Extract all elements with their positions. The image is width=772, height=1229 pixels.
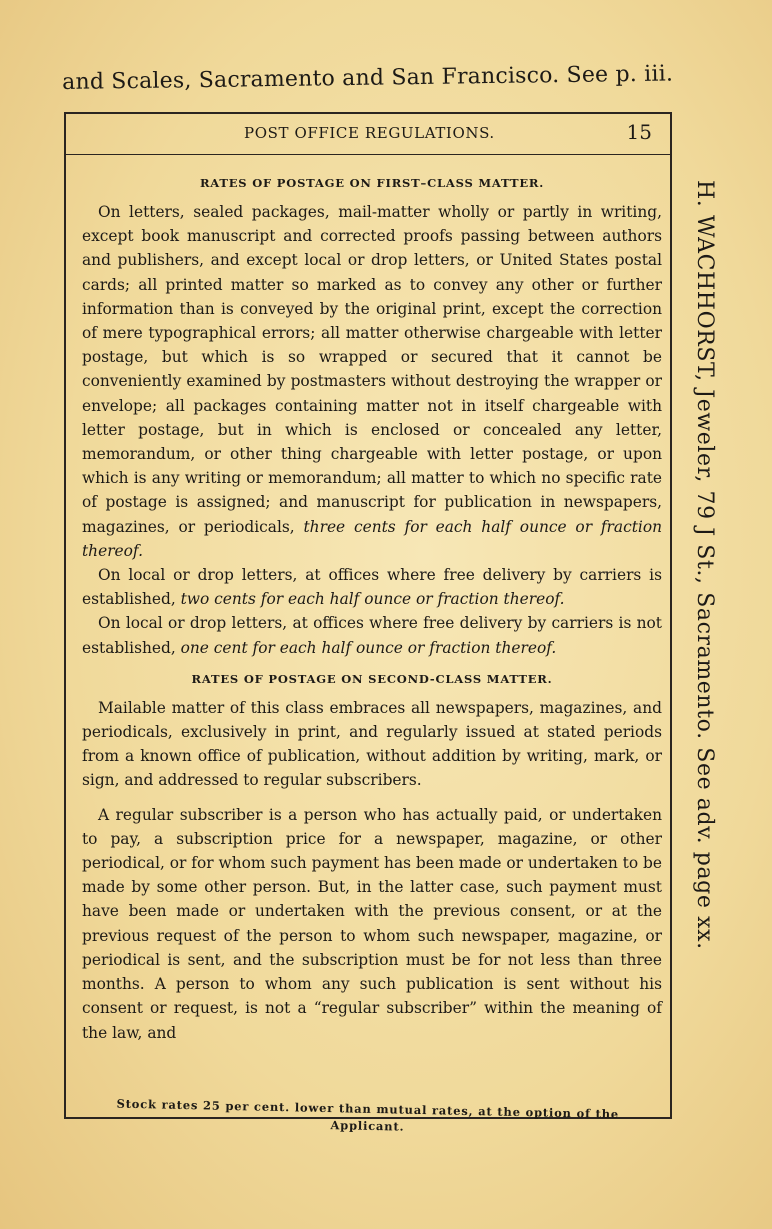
spacer bbox=[82, 793, 662, 803]
footer-advertisement: Stock rates 25 per cent. lower than mutual rates, at the option of the Applicant. bbox=[116, 1096, 620, 1134]
paragraph-drop-letters-delivery bbox=[82, 563, 662, 611]
section-heading-first-class: RATES OF POSTAGE ON FIRST–CLASS MATTER. bbox=[199, 176, 545, 190]
paragraph-text: On local or drop letters, at offices where free delivery by carriers is not established, bbox=[82, 614, 662, 657]
rate-text: one cent for each half ounce or fraction thereof. bbox=[180, 638, 557, 657]
paragraph-first-class-letters bbox=[82, 200, 662, 563]
rate-text: two cents for each half ounce or fraction thereof. bbox=[180, 590, 565, 609]
paragraph-second-class-matter: Mailable matter of this class embraces all newspapers, magazines, and periodicals, exclusively in print, and regularly issued at stated periods from a known office of publication, without addition by writing, mark, or sign, and addressed to regular subscribers. bbox=[82, 698, 662, 790]
paragraph-text: On local or drop letters, at offices where free delivery by carriers is established, bbox=[82, 566, 662, 609]
page-number: 15 bbox=[626, 120, 652, 144]
side-advertisement bbox=[692, 180, 732, 1050]
rate-text: three cents for each half ounce or fraction thereof. bbox=[82, 517, 662, 560]
spacer bbox=[82, 660, 662, 672]
paragraph-regular-subscriber: A regular subscriber is a person who has actually paid, or undertaken to pay, a subscription price for a newspaper, magazine, or other periodical, or for whom such payment has been made or undertaken to be made by some other person. But, in the latter case, such payment must have been made or undertaken with the previous consent, or at the previous request of the person to whom such newspaper, magazine, or periodical is sent, and the subscription must be for not less than three months. A person to whom any such publication is sent without his consent or request, is not a “regular subscriber” within the meaning of the law, and bbox=[82, 805, 662, 1042]
paragraph-drop-letters-no-delivery bbox=[82, 611, 662, 659]
page-frame bbox=[64, 112, 672, 1119]
page-title: POST OFFICE REGULATIONS. bbox=[244, 124, 495, 142]
section-heading-second-class: RATES OF POSTAGE ON SECOND-CLASS MATTER. bbox=[191, 671, 553, 686]
top-advertisement-banner: and Scales, Sacramento and San Francisco. See p. iii. bbox=[62, 61, 674, 95]
side-advertisement-text: H. WACHHORST, Jeweler, 79 J St., Sacramento. See adv. page xx. bbox=[692, 180, 717, 950]
running-header bbox=[66, 114, 670, 155]
page-content bbox=[82, 176, 662, 1045]
paragraph-text: On letters, sealed packages, mail-matter wholly or partly in writing, except book manuscript and corrected proofs passing between authors and publishers, and except local or drop letters, or United States postal cards; all printed matter so marked as to convey any other or further information than is conveyed by the original print, except the correction of mere typographical errors; all matter otherwise chargeable with letter postage, but which is so wrapped or secured that it cannot be conveniently examined by postmasters without destroying the wrapper or envelope; all packages containing matter not in itself chargeable with letter postage, but in which is enclosed or concealed any letter, memorandum, or other thing chargeable with letter postage, or upon which is any writing or memorandum; all matter to which no specific rate of postage is assigned; and manuscript for publication in newspapers, magazines, or periodicals, bbox=[82, 203, 662, 536]
